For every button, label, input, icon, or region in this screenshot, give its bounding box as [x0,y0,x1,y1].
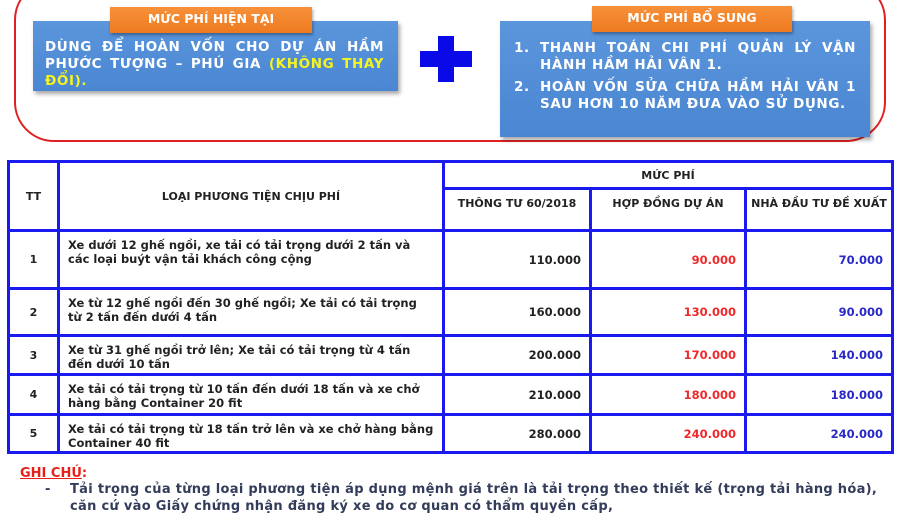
header-contract: HỢP ĐỒNG DỰ ÁN [591,189,746,231]
cell-tt: 1 [9,231,59,289]
cell-tt: 4 [9,375,59,415]
additional-fee-item [514,40,856,74]
list-text: THANH TOÁN CHI PHÍ QUẢN LÝ VẬN HÀNH HẦM HẢI VÂN 1. [540,40,856,73]
cell-circular: 200.000 [444,336,591,375]
current-fee-description: DÙNG ĐỂ HOÀN VỐN CHO DỰ ÁN HẦM PHƯỚC TƯỢNG – PHÚ GIA [45,39,384,72]
cell-desc: Xe từ 12 ghế ngồi đến 30 ghế ngồi; Xe tải có tải trọng từ 2 tấn đến dưới 4 tấn [59,289,444,336]
notes-colon: : [81,466,88,481]
cell-desc: Xe từ 31 ghế ngồi trở lên; Xe tải có tải trọng từ 4 tấn đến dưới 10 tấn [59,336,444,375]
cell-investor: 140.000 [746,336,893,375]
table-row [9,336,893,375]
cell-circular: 110.000 [444,231,591,289]
cell-circular: 160.000 [444,289,591,336]
additional-fee-item [514,79,856,113]
notes-heading [20,462,890,481]
notes-section [20,462,890,515]
cell-tt: 5 [9,415,59,453]
table-row [9,415,893,453]
note-text: Tải trọng của từng loại phương tiện áp dụng mệnh giá trên là tải trọng theo thiết kế (trọng tải hàng hóa), căn cứ vào Giấy chứng nhận đăng ký xe do cơ quan có thẩm quyền cấp, [70,482,878,514]
note-dash: - [45,482,51,497]
cell-contract: 180.000 [591,375,746,415]
list-number: 1. [514,40,530,56]
list-number: 2. [514,79,530,95]
table-row [9,231,893,289]
plus-icon-vertical [438,36,454,82]
cell-desc: Xe dưới 12 ghế ngồi, xe tải có tải trọng dưới 2 tấn và các loại buýt vận tải khách công cộng [59,231,444,289]
current-fee-label: MỨC PHÍ HIỆN TẠI [110,7,312,33]
cell-circular: 280.000 [444,415,591,453]
cell-contract: 90.000 [591,231,746,289]
cell-desc: Xe tải có tải trọng từ 10 tấn đến dưới 18 tấn và xe chở hàng bằng Container 20 fit [59,375,444,415]
notes-title: GHI CHÚ [20,466,82,481]
additional-fee-label: MỨC PHÍ BỔ SUNG [592,6,792,32]
fee-table [7,160,894,454]
note-item [45,482,890,515]
cell-tt: 2 [9,289,59,336]
table-row [9,375,893,415]
cell-investor: 180.000 [746,375,893,415]
cell-desc: Xe tải có tải trọng từ 18 tấn trở lên và xe chở hàng bằng Container 40 fit [59,415,444,453]
additional-fee-box [500,21,870,137]
header-vehicle-type: LOẠI PHƯƠNG TIỆN CHỊU PHÍ [59,162,444,231]
header-investor: NHÀ ĐẦU TƯ ĐỀ XUẤT [746,189,893,231]
header-tt: TT [9,162,59,231]
cell-contract: 240.000 [591,415,746,453]
table-header-row [9,162,893,189]
header-circular: THÔNG TƯ 60/2018 [444,189,591,231]
cell-investor: 90.000 [746,289,893,336]
table-row [9,289,893,336]
cell-tt: 3 [9,336,59,375]
current-fee-text [45,39,384,90]
cell-investor: 70.000 [746,231,893,289]
cell-contract: 170.000 [591,336,746,375]
plus-icon [420,43,472,75]
list-text: HOÀN VỐN SỬA CHỮA HẦM HẢI VÂN 1 SAU HƠN 10 NĂM ĐƯA VÀO SỬ DỤNG. [540,79,856,112]
cell-contract: 130.000 [591,289,746,336]
cell-investor: 240.000 [746,415,893,453]
cell-circular: 210.000 [444,375,591,415]
current-fee-highlight: (KHÔNG THAY ĐỔI). [45,56,384,89]
header-fee-group: MỨC PHÍ [444,162,893,189]
